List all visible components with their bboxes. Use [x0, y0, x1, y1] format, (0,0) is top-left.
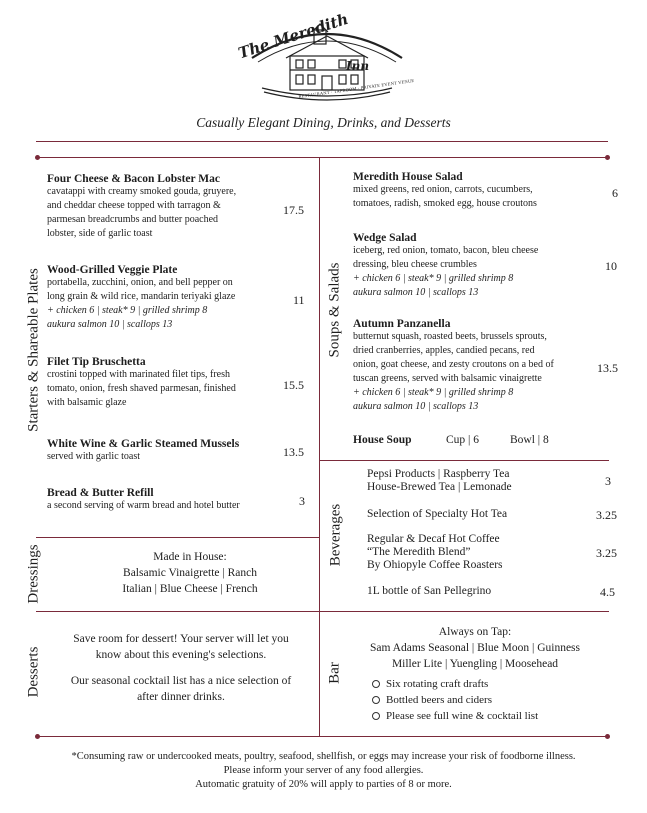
house-soup-name: House Soup: [353, 434, 412, 446]
bullet-text: Please see full wine & cocktail list: [386, 710, 539, 722]
item-addon-line: aukura salmon 10 | scallops 13: [353, 401, 479, 412]
item-addon-line: + chicken 6 | steak* 9 | grilled shrimp 8: [353, 387, 514, 398]
bullet-circle-icon: [372, 712, 380, 720]
divider-dot: [605, 155, 610, 160]
item-price: 13.5: [283, 445, 304, 459]
menu-item: [353, 171, 593, 211]
desserts-line: after dinner drinks.: [137, 691, 225, 703]
footer-line: Please inform your server of any food allergies.: [223, 765, 424, 776]
item-desc-line: tomatoes, radish, smoked egg, house croutons: [353, 198, 537, 209]
starters-label: Starters & Shareable Plates: [25, 268, 42, 432]
bar-label: Bar: [326, 662, 343, 684]
item-addon-line: aukura salmon 10 | scallops 13: [353, 287, 479, 298]
menu-item: [47, 264, 287, 332]
bar-line: Miller Lite | Yuengling | Moosehead: [391, 658, 559, 670]
item-addon-line: + chicken 6 | steak* 9 | grilled shrimp 8: [47, 305, 208, 316]
item-addon-line: + chicken 6 | steak* 9 | grilled shrimp 8: [353, 273, 514, 284]
bar-bullets: [372, 676, 538, 724]
item-price: 15.5: [283, 378, 304, 392]
item-price: 6: [612, 186, 618, 200]
item-desc-line: cavatappi with creamy smoked gouda, gruyere,: [47, 186, 237, 197]
item-desc-line: long grain & wild rice, mandarin teriyaki glaze: [47, 291, 236, 302]
beverage-line: Pepsi Products | Raspberry Tea: [367, 468, 510, 480]
header-divider: [36, 157, 608, 158]
item-name: Four Cheese & Bacon Lobster Mac: [47, 173, 221, 185]
item-addon-line: aukura salmon 10 | scallops 13: [47, 319, 173, 330]
center-divider: [319, 157, 320, 737]
beverages-divider: [319, 460, 609, 461]
beverage-item: [367, 585, 587, 598]
item-desc-line: onion, goat cheese, and zesty croutons on a bed of: [353, 359, 554, 370]
menu-item: [47, 173, 287, 241]
item-desc-line: a second serving of warm bread and hotel butter: [47, 500, 240, 511]
item-name: Wedge Salad: [353, 232, 417, 244]
item-name: Bread & Butter Refill: [47, 487, 154, 499]
dressings-block: [60, 549, 320, 597]
divider-dot: [605, 734, 610, 739]
footer-notes: [0, 750, 647, 792]
soups-label: Soups & Salads: [326, 262, 343, 358]
divider-dot: [35, 155, 40, 160]
item-desc-line: with balsamic glaze: [47, 397, 127, 408]
item-price: 11: [293, 293, 305, 307]
beverage-item: [367, 533, 587, 572]
bar-bullet-item: [372, 692, 538, 708]
bullet-text: Bottled beers and ciders: [386, 694, 492, 706]
beverage-item: [367, 508, 587, 521]
item-desc-line: portabella, zucchini, onion, and bell pepper on: [47, 277, 233, 288]
item-price: 10: [605, 259, 617, 273]
spacer: [52, 663, 310, 673]
beverages-label: Beverages: [327, 503, 344, 567]
footer-line: *Consuming raw or undercooked meats, poultry, seafood, shellfish, or eggs may increase your risk of foodborne illness.: [71, 751, 576, 762]
desserts-line: know about this evening's selections.: [95, 649, 267, 661]
item-price: 17.5: [283, 203, 304, 217]
bar-bullet-item: [372, 676, 538, 692]
item-desc-line: lobster, side of garlic toast: [47, 228, 153, 239]
item-desc-line: dried cranberries, apples, candied pecans, red: [353, 345, 535, 356]
menu-item: [47, 487, 287, 513]
tagline: Casually Elegant Dining, Drinks, and Desserts: [196, 115, 451, 130]
item-desc-line: tuscan greens, served with balsamic vinaigrette: [353, 373, 542, 384]
bullet-circle-icon: [372, 696, 380, 704]
logo-subline: RESTAURANT · TAPROOM · PRIVATE EVENT VENUE: [298, 77, 415, 100]
menu-item: [353, 232, 593, 300]
item-desc-line: tomato, onion, fresh shaved parmesan, finished: [47, 383, 236, 394]
item-desc-line: dressing, bleu cheese crumbles: [353, 259, 477, 270]
beverage-item: [367, 468, 587, 494]
house-soup-bowl: Bowl | 8: [510, 434, 549, 446]
beverage-line: Selection of Specialty Hot Tea: [367, 508, 508, 520]
item-name: Filet Tip Bruschetta: [47, 356, 146, 368]
menu-item: [47, 438, 287, 464]
item-desc-line: served with garlic toast: [47, 451, 141, 462]
top-divider: [36, 141, 608, 142]
desserts-line: Our seasonal cocktail list has a nice selection of: [70, 675, 292, 687]
item-name: Meredith House Salad: [353, 171, 463, 183]
logo-title-text: The Meredith: [236, 9, 351, 63]
beverage-price: 3.25: [596, 508, 617, 522]
item-desc-line: crostini topped with marinated filet tips, fresh: [47, 369, 231, 380]
logo-inn-text: Inn: [346, 59, 370, 73]
house-soup-cup: Cup | 6: [446, 434, 479, 446]
item-desc-line: parmesan breadcrumbs and butter poached: [47, 214, 219, 225]
beverage-line: Regular & Decaf Hot Coffee: [367, 533, 500, 545]
bar-line: Sam Adams Seasonal | Blue Moon | Guinness: [370, 642, 580, 654]
beverage-price: 3.25: [596, 546, 617, 560]
beverage-line: House-Brewed Tea | Lemonade: [367, 481, 512, 493]
bar-bullet-item: [372, 708, 538, 724]
bar-divider: [319, 611, 609, 612]
desserts-line: Save room for dessert! Your server will let you: [73, 633, 289, 645]
item-desc-line: mixed greens, red onion, carrots, cucumbers,: [353, 184, 533, 195]
desserts-divider: [36, 611, 319, 612]
item-desc-line: and cheddar cheese topped with tarragon &: [47, 200, 221, 211]
item-name: Wood-Grilled Veggie Plate: [47, 264, 178, 276]
dressings-divider: [36, 537, 319, 538]
dressings-label: Dressings: [25, 544, 42, 604]
bar-title: Always on Tap:: [438, 626, 512, 638]
footer-divider: [36, 736, 608, 737]
item-desc-line: butternut squash, roasted beets, brussels sprouts,: [353, 331, 547, 342]
beverage-line: “The Meredith Blend”: [367, 546, 471, 558]
bullet-circle-icon: [372, 680, 380, 688]
item-name: White Wine & Garlic Steamed Mussels: [47, 438, 240, 450]
menu-item: [353, 318, 603, 414]
desserts-label: Desserts: [25, 646, 42, 698]
item-price: 13.5: [597, 361, 618, 375]
divider-dot: [35, 734, 40, 739]
dressings-line: Made in House:: [153, 551, 227, 563]
item-price: 3: [299, 494, 305, 508]
footer-line: Automatic gratuity of 20% will apply to parties of 8 or more.: [195, 779, 452, 790]
beverage-price: 3: [605, 474, 611, 488]
beverage-line: 1L bottle of San Pellegrino: [367, 585, 492, 597]
item-desc-line: iceberg, red onion, tomato, bacon, bleu cheese: [353, 245, 539, 256]
dressings-line: Balsamic Vinaigrette | Ranch: [123, 567, 257, 579]
dressings-line: Italian | Blue Cheese | French: [122, 583, 258, 595]
desserts-block: [52, 631, 310, 705]
item-name: Autumn Panzanella: [353, 318, 451, 330]
bar-block: [345, 624, 605, 672]
beverage-line: By Ohiopyle Coffee Roasters: [367, 559, 503, 571]
bullet-text: Six rotating craft drafts: [386, 678, 489, 690]
menu-item: [47, 356, 287, 410]
beverage-price: 4.5: [600, 585, 615, 599]
